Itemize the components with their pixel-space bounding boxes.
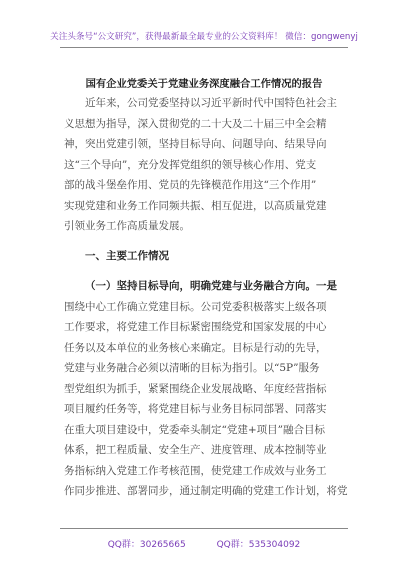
footer-divider	[60, 528, 348, 529]
text-line: 围绕中心工作确立党建目标。公司党委积极落实上级各项	[64, 300, 327, 313]
sub-heading: （一）坚持目标导向，明确党建与业务融合方向。	[85, 280, 316, 292]
document-title: 国有企业党委关于党建业务深度融合工作情况的报告	[85, 78, 323, 90]
qq-group-1: QQ群：30265665	[107, 540, 186, 550]
text-line: 神，突出党建引领，坚持目标导向、问题导向、结果导向	[64, 138, 327, 150]
section-heading: 一、主要工作情况	[85, 250, 169, 262]
text-line: 这“三个导向”，充分发挥党组织的领导核心作用、党支	[64, 158, 317, 171]
header-notice: 关注头条号“公文研究”，获得最新最全最专业的公文资料库！ 微信：gongwenyj	[50, 32, 358, 42]
text-line: 义思想为指导，深入贯彻党的二十大及二十届三中全会精	[64, 117, 327, 130]
text-line: 实现党建和业务工作同频共振、相互促进，以高质量党建	[64, 199, 327, 212]
text-line: 任务以及本单位的业务核心来确定。目标是行动的先导，	[64, 341, 327, 354]
section-heading-block	[64, 246, 358, 267]
text-line: 体系，把工程质量、安全生产、进度管理、成本控制等业	[64, 444, 327, 456]
qq-group-2: QQ群：535304092	[216, 540, 301, 550]
text-line: 型党组织为抓手，紧紧围绕企业发展战略、年度经营指标	[64, 382, 327, 395]
text-line: 引领业务工作高质量发展。	[64, 220, 190, 232]
sub-heading-tail: 一是	[316, 280, 337, 292]
text-line: 部的战斗堡垒作用、党员的先锋模范作用这“三个作用”	[64, 179, 317, 191]
text-line: 项目履约任务等，将党建目标与业务目标同部署、同落实	[64, 403, 327, 415]
text-line: 在重大项目建设中，党委牵头制定“党建+项目”融合目标	[64, 423, 326, 436]
intro-paragraph	[64, 93, 358, 237]
text-line: 工作要求，将党建工作目标紧密围绕党和国家发展的中心	[64, 321, 327, 333]
text-line: 务指标纳入党建工作考核范围，使党建工作成效与业务工	[64, 464, 327, 477]
text-line: 党建与业务融合必须以清晰的目标为指引。以“5P”服务	[64, 362, 320, 374]
text-line: 近年来，公司党委坚持以习近平新时代中国特色社会主	[85, 97, 337, 109]
footer-contacts	[0, 537, 408, 550]
main-paragraph	[64, 276, 358, 502]
header-divider	[60, 47, 348, 48]
sub-heading-line	[64, 276, 358, 297]
text-line: 作同步推进、部署同步，通过制定明确的党建工作计划，将党	[64, 485, 348, 497]
